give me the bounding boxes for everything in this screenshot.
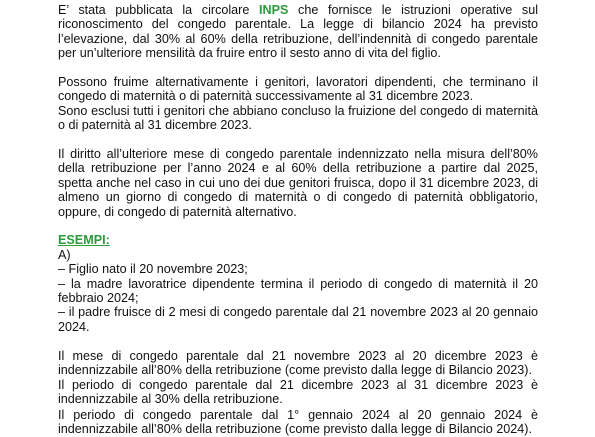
eligibility-paragraph: Possono fruime alternativamente i genitori, lavoratori dipendenti, che terminano il congedo di maternità o di paternità successivamente al 31 dicembre 2023.	[58, 75, 538, 104]
inps-highlight: INPS	[259, 3, 289, 17]
example-item: – la madre lavoratrice dipendente termina il periodo di congedo di maternità il 20 febbraio 2024;	[58, 276, 538, 306]
intro-paragraph	[58, 3, 538, 61]
intro-before: E’ stata pubblicata la circolare	[58, 3, 259, 17]
example-item: – il padre fruisce di 2 mesi di congedo parentale dal 21 novembre 2023 al 20 gennaio 2024.	[58, 305, 538, 334]
examples-heading: ESEMPI:	[58, 233, 110, 248]
intro-after: che fornisce le istruzioni operative sul riconoscimento del congedo parentale. La legge di bilancio 2024 ha previsto l’elevazione, dal 30% al 60% della retribuzione, dell’indennità di congedo parentale per un’ulteriore mensilità da fruire entro il sesto anno di vita del figlio.	[58, 3, 538, 61]
indemnity-paragraph-2024: Il periodo di congedo parentale dal 1° gennaio 2024 al 20 gennaio 2024 è indennizzabile all’80% della retribuzione (come previsto dalla legge di Bilancio 2024).	[58, 408, 538, 437]
indemnity-paragraph-30: Il periodo di congedo parentale dal 21 dicembre 2023 al 31 dicembre 2023 è indennizzabile al 30% della retribuzione.	[58, 377, 538, 406]
cut-off-paragraph-container	[58, 408, 538, 437]
example-label: A)	[58, 247, 71, 262]
document-body	[58, 3, 538, 406]
exclusion-paragraph: Sono esclusi tutti i genitori che abbiano concluso la fruizione del congedo di maternità o di paternità al 31 dicembre 2023.	[58, 103, 538, 133]
indemnity-paragraph-80: Il mese di congedo parentale dal 21 novembre 2023 al 20 dicembre 2023 è indennizzabile all’80% della retribuzione (come previsto dalla legge di Bilancio 2023).	[58, 348, 538, 378]
right-paragraph: Il diritto all’ulteriore mese di congedo parentale indennizzato nella misura dell’80% della retribuzione per l’anno 2024 e al 60% della retribuzione a partire dal 2025, spetta anche nel caso in cui uno dei due genitori fruisca, dopo il 31 dicembre 2023, di almeno un giorno di congedo di maternità o di congedo di paternità obbligatorio, oppure, di congedo di paternità alternativo.	[58, 147, 538, 219]
example-item: – Figlio nato il 20 novembre 2023;	[58, 262, 248, 277]
